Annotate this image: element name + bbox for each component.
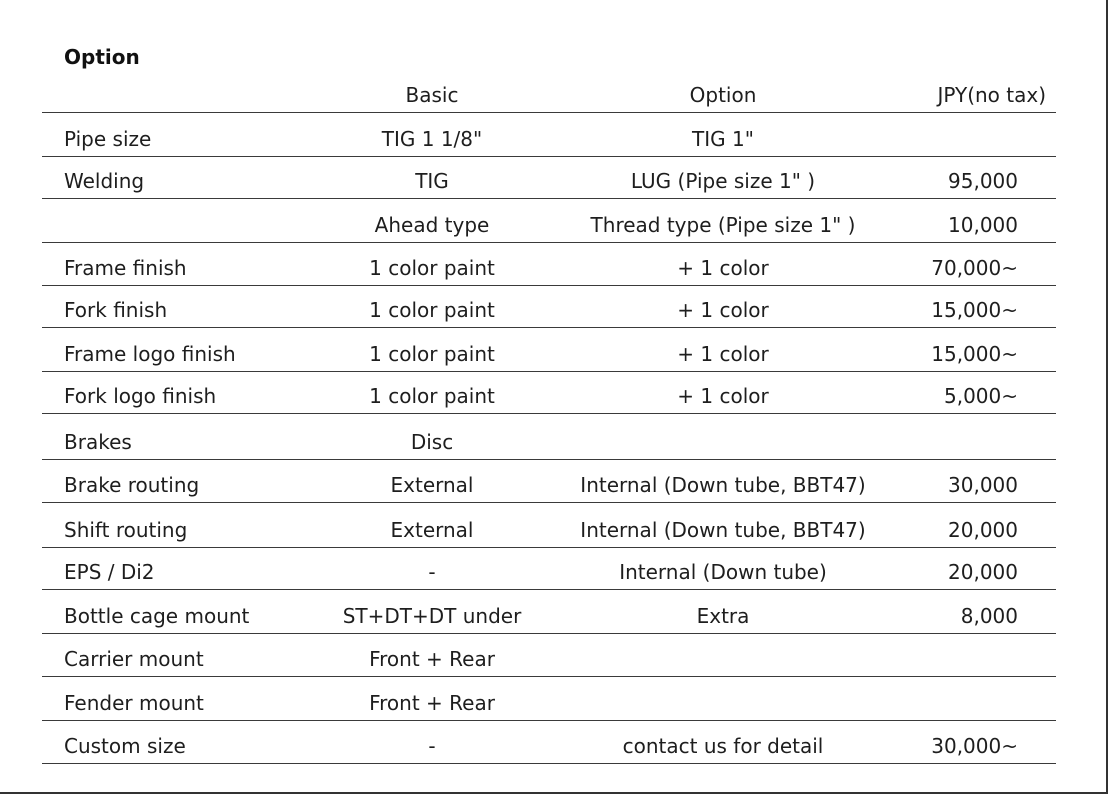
basic-cell: Ahead type [374,213,490,237]
option-cell: Internal (Down tube, BBT47) [580,473,866,497]
table-row [42,633,1056,677]
basic-cell: 1 color paint [369,384,495,408]
item-cell: Pipe size [64,127,152,151]
item-cell: Fork logo finish [64,384,217,408]
basic-cell: Disc [410,430,454,454]
item-cell: Carrier mount [64,647,204,671]
option-cell: LUG (Pipe size 1" ) [630,169,816,193]
option-cell: + 1 color [677,256,769,280]
table-row [42,112,1056,157]
price-cell: 10,000 [948,213,1018,237]
option-cell: Thread type (Pipe size 1" ) [590,213,856,237]
table-row [42,502,1056,548]
table-row [42,547,1056,590]
price-cell: 30,000 [948,473,1018,497]
basic-cell: External [390,518,474,542]
price-cell: 95,000 [948,169,1018,193]
basic-cell: - [428,734,436,758]
table-row [42,371,1056,414]
table-row [42,720,1056,764]
option-cell: + 1 color [677,298,769,322]
price-cell: 30,000~ [931,734,1018,758]
price-cell: 5,000~ [943,384,1018,408]
basic-cell: 1 color paint [369,256,495,280]
item-cell: Bottle cage mount [64,604,250,628]
table-row [42,285,1056,328]
price-cell: 8,000 [960,604,1018,628]
header-option: Option [689,83,757,107]
item-cell: Shift routing [64,518,188,542]
option-cell: Internal (Down tube, BBT47) [580,518,866,542]
price-cell: 15,000~ [931,298,1018,322]
item-cell: Fork finish [64,298,168,322]
price-cell: 70,000~ [931,256,1018,280]
table-row [42,242,1056,286]
page-title: Option [64,45,140,69]
basic-cell: - [428,560,436,584]
basic-cell: 1 color paint [369,298,495,322]
item-cell: Welding [64,169,145,193]
table-row [42,198,1056,243]
table-row [42,589,1056,634]
basic-cell: 1 color paint [369,342,495,366]
option-cell: + 1 color [677,384,769,408]
item-cell: EPS / Di2 [64,560,155,584]
item-cell: Frame finish [64,256,187,280]
item-cell: Frame logo finish [64,342,236,366]
table-row [42,156,1056,199]
table-row [42,459,1056,503]
item-cell: Custom size [64,734,186,758]
option-cell: TIG 1" [692,127,754,151]
item-cell: Fender mount [64,691,204,715]
table-row [42,413,1056,460]
option-cell: + 1 color [677,342,769,366]
header-basic: Basic [405,83,459,107]
item-cell: Brake routing [64,473,200,497]
basic-cell: TIG 1 1/8" [381,127,483,151]
options-table [42,0,1056,797]
basic-cell: ST+DT+DT under [342,604,522,628]
table-header-row [42,70,1056,113]
basic-cell: TIG [415,169,449,193]
price-cell: 15,000~ [931,342,1018,366]
option-cell: Extra [696,604,750,628]
basic-cell: Front + Rear [369,691,495,715]
basic-cell: Front + Rear [369,647,495,671]
item-cell: Brakes [64,430,132,454]
price-cell: 20,000 [948,518,1018,542]
header-price: JPY(no tax) [937,83,1046,107]
basic-cell: External [390,473,474,497]
option-cell: Internal (Down tube) [619,560,827,584]
table-row [42,676,1056,721]
price-cell: 20,000 [948,560,1018,584]
option-cell: contact us for detail [622,734,824,758]
table-row [42,327,1056,372]
